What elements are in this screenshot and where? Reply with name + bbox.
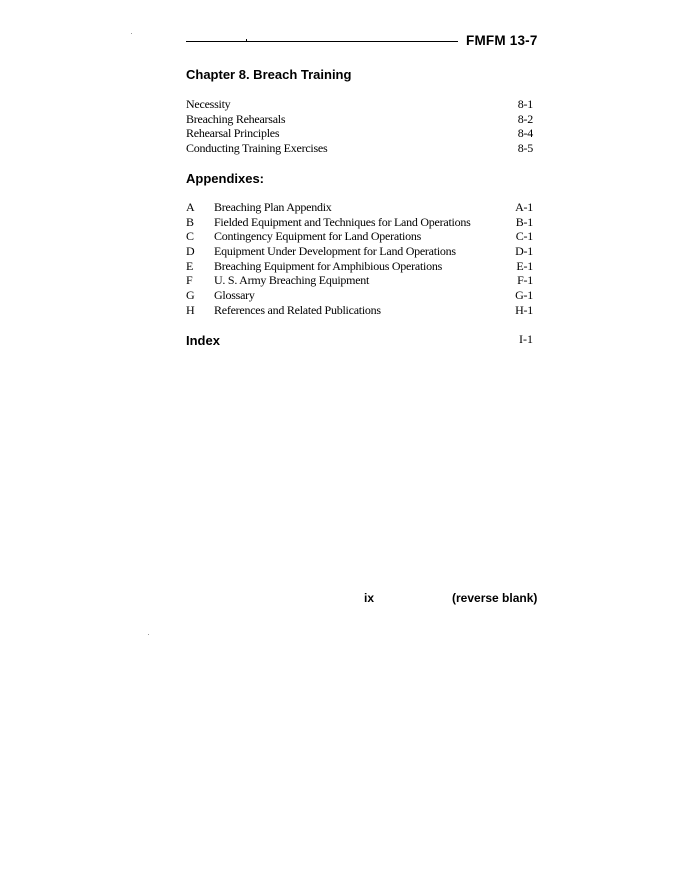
appendix-page: D-1 [515,244,533,259]
appendix-page: B-1 [515,214,533,229]
toc-entry-page: 8-5 [517,141,533,156]
scan-speck [148,634,149,635]
appendix-letter: F [186,273,193,288]
appendix-title: References and Related Publications [214,302,381,317]
appendix-title: U. S. Army Breaching Equipment [214,273,370,288]
appendix-page: G-1 [515,288,533,303]
appendix-title: Glossary [214,288,255,303]
appendix-entry [186,229,533,244]
appendix-entry [186,244,533,259]
toc-entry [186,112,533,127]
appendix-toc-list [186,200,533,318]
appendix-entry [186,273,533,288]
chapter-toc-list [186,97,533,156]
appendix-page: A-1 [515,200,533,214]
appendix-entry [186,200,533,215]
appendix-letter: B [186,214,194,229]
page-number: ix [364,591,375,605]
toc-entry-title: Breaching Rehearsals [186,111,286,126]
appendix-title: Breaching Equipment for Amphibious Operations [214,258,443,273]
appendix-letter: H [186,302,195,317]
appendix-page: E-1 [516,258,533,273]
appendix-title: Breaching Plan Appendix [214,200,332,214]
appendix-letter: C [186,229,194,244]
appendixes-heading: Appendixes: [186,171,265,186]
appendix-page: F-1 [517,273,533,288]
appendix-letter: G [186,288,195,303]
appendix-title: Contingency Equipment for Land Operations [214,229,422,244]
reverse-blank-note: (reverse blank) [452,591,538,605]
toc-entry-page: 8-1 [517,97,533,111]
appendix-title: Equipment Under Development for Land Operations [214,244,456,259]
toc-entry [186,97,533,112]
appendix-entry [186,215,533,230]
appendix-entry [186,303,533,318]
chapter-heading: Chapter 8. Breach Training [186,67,352,82]
document-id: FMFM 13-7 [466,33,538,48]
appendix-page: H-1 [515,302,533,317]
appendix-letter: D [186,244,195,259]
appendix-letter: E [186,258,194,273]
index-page-ref: I-1 [519,332,533,346]
toc-entry-title: Necessity [186,97,231,111]
toc-entry [186,141,533,156]
index-heading: Index [186,333,220,348]
appendix-letter: A [186,200,195,214]
toc-entry-page: 8-4 [517,126,533,141]
toc-entry-title: Rehearsal Principles [186,126,280,141]
appendix-entry [186,288,533,303]
appendix-page: C-1 [515,229,533,244]
scan-speck [131,33,132,34]
header-rule-tick [246,39,247,42]
toc-entry [186,126,533,141]
toc-entry-title: Conducting Training Exercises [186,141,328,156]
appendix-title: Fielded Equipment and Techniques for Land Operations [214,214,471,229]
header-rule [186,41,458,42]
appendix-entry [186,259,533,274]
toc-entry-page: 8-2 [517,111,533,126]
